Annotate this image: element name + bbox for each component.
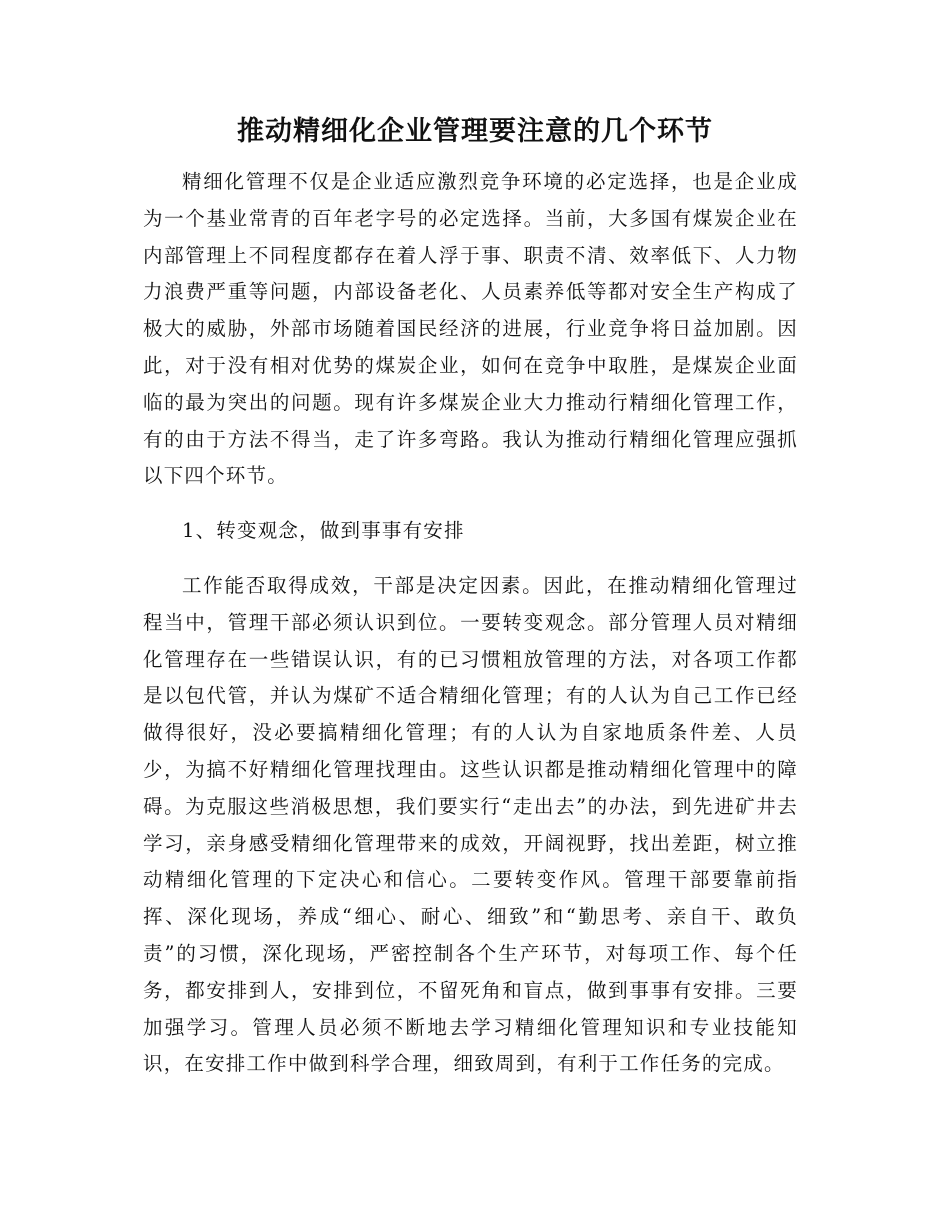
section-heading: 1、转变观念，做到事事有安排 [182, 519, 465, 543]
section-paragraph: 工作能否取得成效，干部是决定因素。因此，在推动精细化管理过程当中，管理干部必须认识到位。一要转变观念。部分管理人员对精细化管理存在一些错误认识，有的已习惯粗放管理的方法，对各项工作都是以包代管，并认为煤矿不适合精细化管理；有的人认为自己工作已经做得很好，没必要搞精细化管理；有的人认为自家地质条件差、人员少，为搞不好精细化管理找理由。这些认识都是推动精细化管理中的障碍。为克服这些消极思想，我们要实行“走出去”的办法，到先进矿井去学习，亲身感受精细化管理带来的成效，开阔视野，找出差距，树立推动精细化管理的下定决心和信心。二要转变作风。管理干部要靠前指挥、深化现场，养成“细心、耐心、细致”和“勤思考、亲自干、敢负责”的习惯，深化现场，严密控制各个生产环节，对每项工作、每个任务，都安排到人，安排到位，不留死角和盲点，做到事事有安排。三要加强学习。管理人员必须不断地去学习精细化管理知识和专业技能知识，在安排工作中做到科学合理，细致周到，有利于工作任务的完成。 [143, 573, 798, 1076]
page-title: 推动精细化企业管理要注意的几个环节 [237, 116, 713, 147]
document-body [143, 164, 798, 1083]
intro-paragraph: 精细化管理不仅是企业适应激烈竞争环境的必定选择，也是企业成为一个基业常青的百年老字号的必定选择。当前，大多国有煤炭企业在内部管理上不同程度都存在着人浮于事、职责不清、效率低下、人力物力浪费严重等问题，内部设备老化、人员素养低等都对安全生产构成了极大的威胁，外部市场随着国民经济的进展，行业竞争将日益加剧。因此，对于没有相对优势的煤炭企业，如何在竞争中取胜，是煤炭企业面临的最为突出的问题。现有许多煤炭企业大力推动行精细化管理工作，有的由于方法不得当，走了许多弯路。我认为推动行精细化管理应强抓以下四个环节。 [143, 170, 798, 488]
